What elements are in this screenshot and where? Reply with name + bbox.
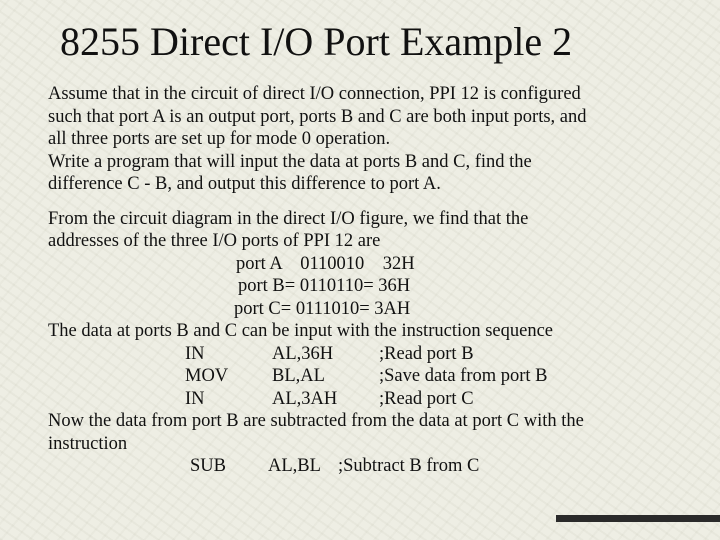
opcode: SUB (190, 456, 226, 476)
operand: BL,AL (272, 366, 325, 386)
decorative-bar (556, 515, 720, 522)
comment: ;Read port C (379, 388, 474, 409)
comment: ;Save data from port B (379, 366, 548, 386)
comment: ;Subtract B from C (338, 456, 480, 476)
text-line: Assume that in the circuit of direct I/O connection, PPI 12 is configured (48, 84, 581, 104)
port-b-address: port B= 0110110= 36H (238, 276, 411, 296)
code-line (48, 388, 698, 411)
slide-title: 8255 Direct I/O Port Example 2 (60, 19, 573, 64)
sequence-intro: The data at ports B and C can be input with the instruction sequence (48, 321, 554, 341)
port-c-address: port C= 0111010= 3AH (234, 298, 411, 319)
opcode: MOV (185, 366, 229, 386)
text-line: Write a program that will input the data at ports B and C, find the (48, 151, 532, 172)
operand: AL,BL (268, 456, 321, 476)
opcode: IN (185, 388, 205, 409)
problem-paragraph (48, 83, 698, 196)
text-line: difference C - B, and output this difference to port A. (48, 174, 441, 194)
code-line (48, 343, 698, 366)
text-line: all three ports are set up for mode 0 operation. (48, 129, 391, 149)
text-line: instruction (48, 433, 128, 454)
text-line: addresses of the three I/O ports of PPI 12 are (48, 231, 381, 251)
opcode: IN (185, 343, 205, 364)
solution-paragraph (48, 208, 698, 478)
comment: ;Read port B (379, 343, 474, 364)
text-line: such that port A is an output port, ports B and C are both input ports, and (48, 106, 587, 127)
operand: AL,3AH (272, 388, 338, 409)
code-line (48, 365, 698, 388)
text-line: From the circuit diagram in the direct I/O figure, we find that the (48, 208, 529, 229)
slide-body (48, 83, 698, 478)
operand: AL,36H (272, 343, 334, 364)
code-line (48, 455, 698, 478)
port-a-address: port A 0110010 32H (236, 253, 415, 274)
text-line: Now the data from port B are subtracted from the data at port C with the (48, 411, 584, 431)
